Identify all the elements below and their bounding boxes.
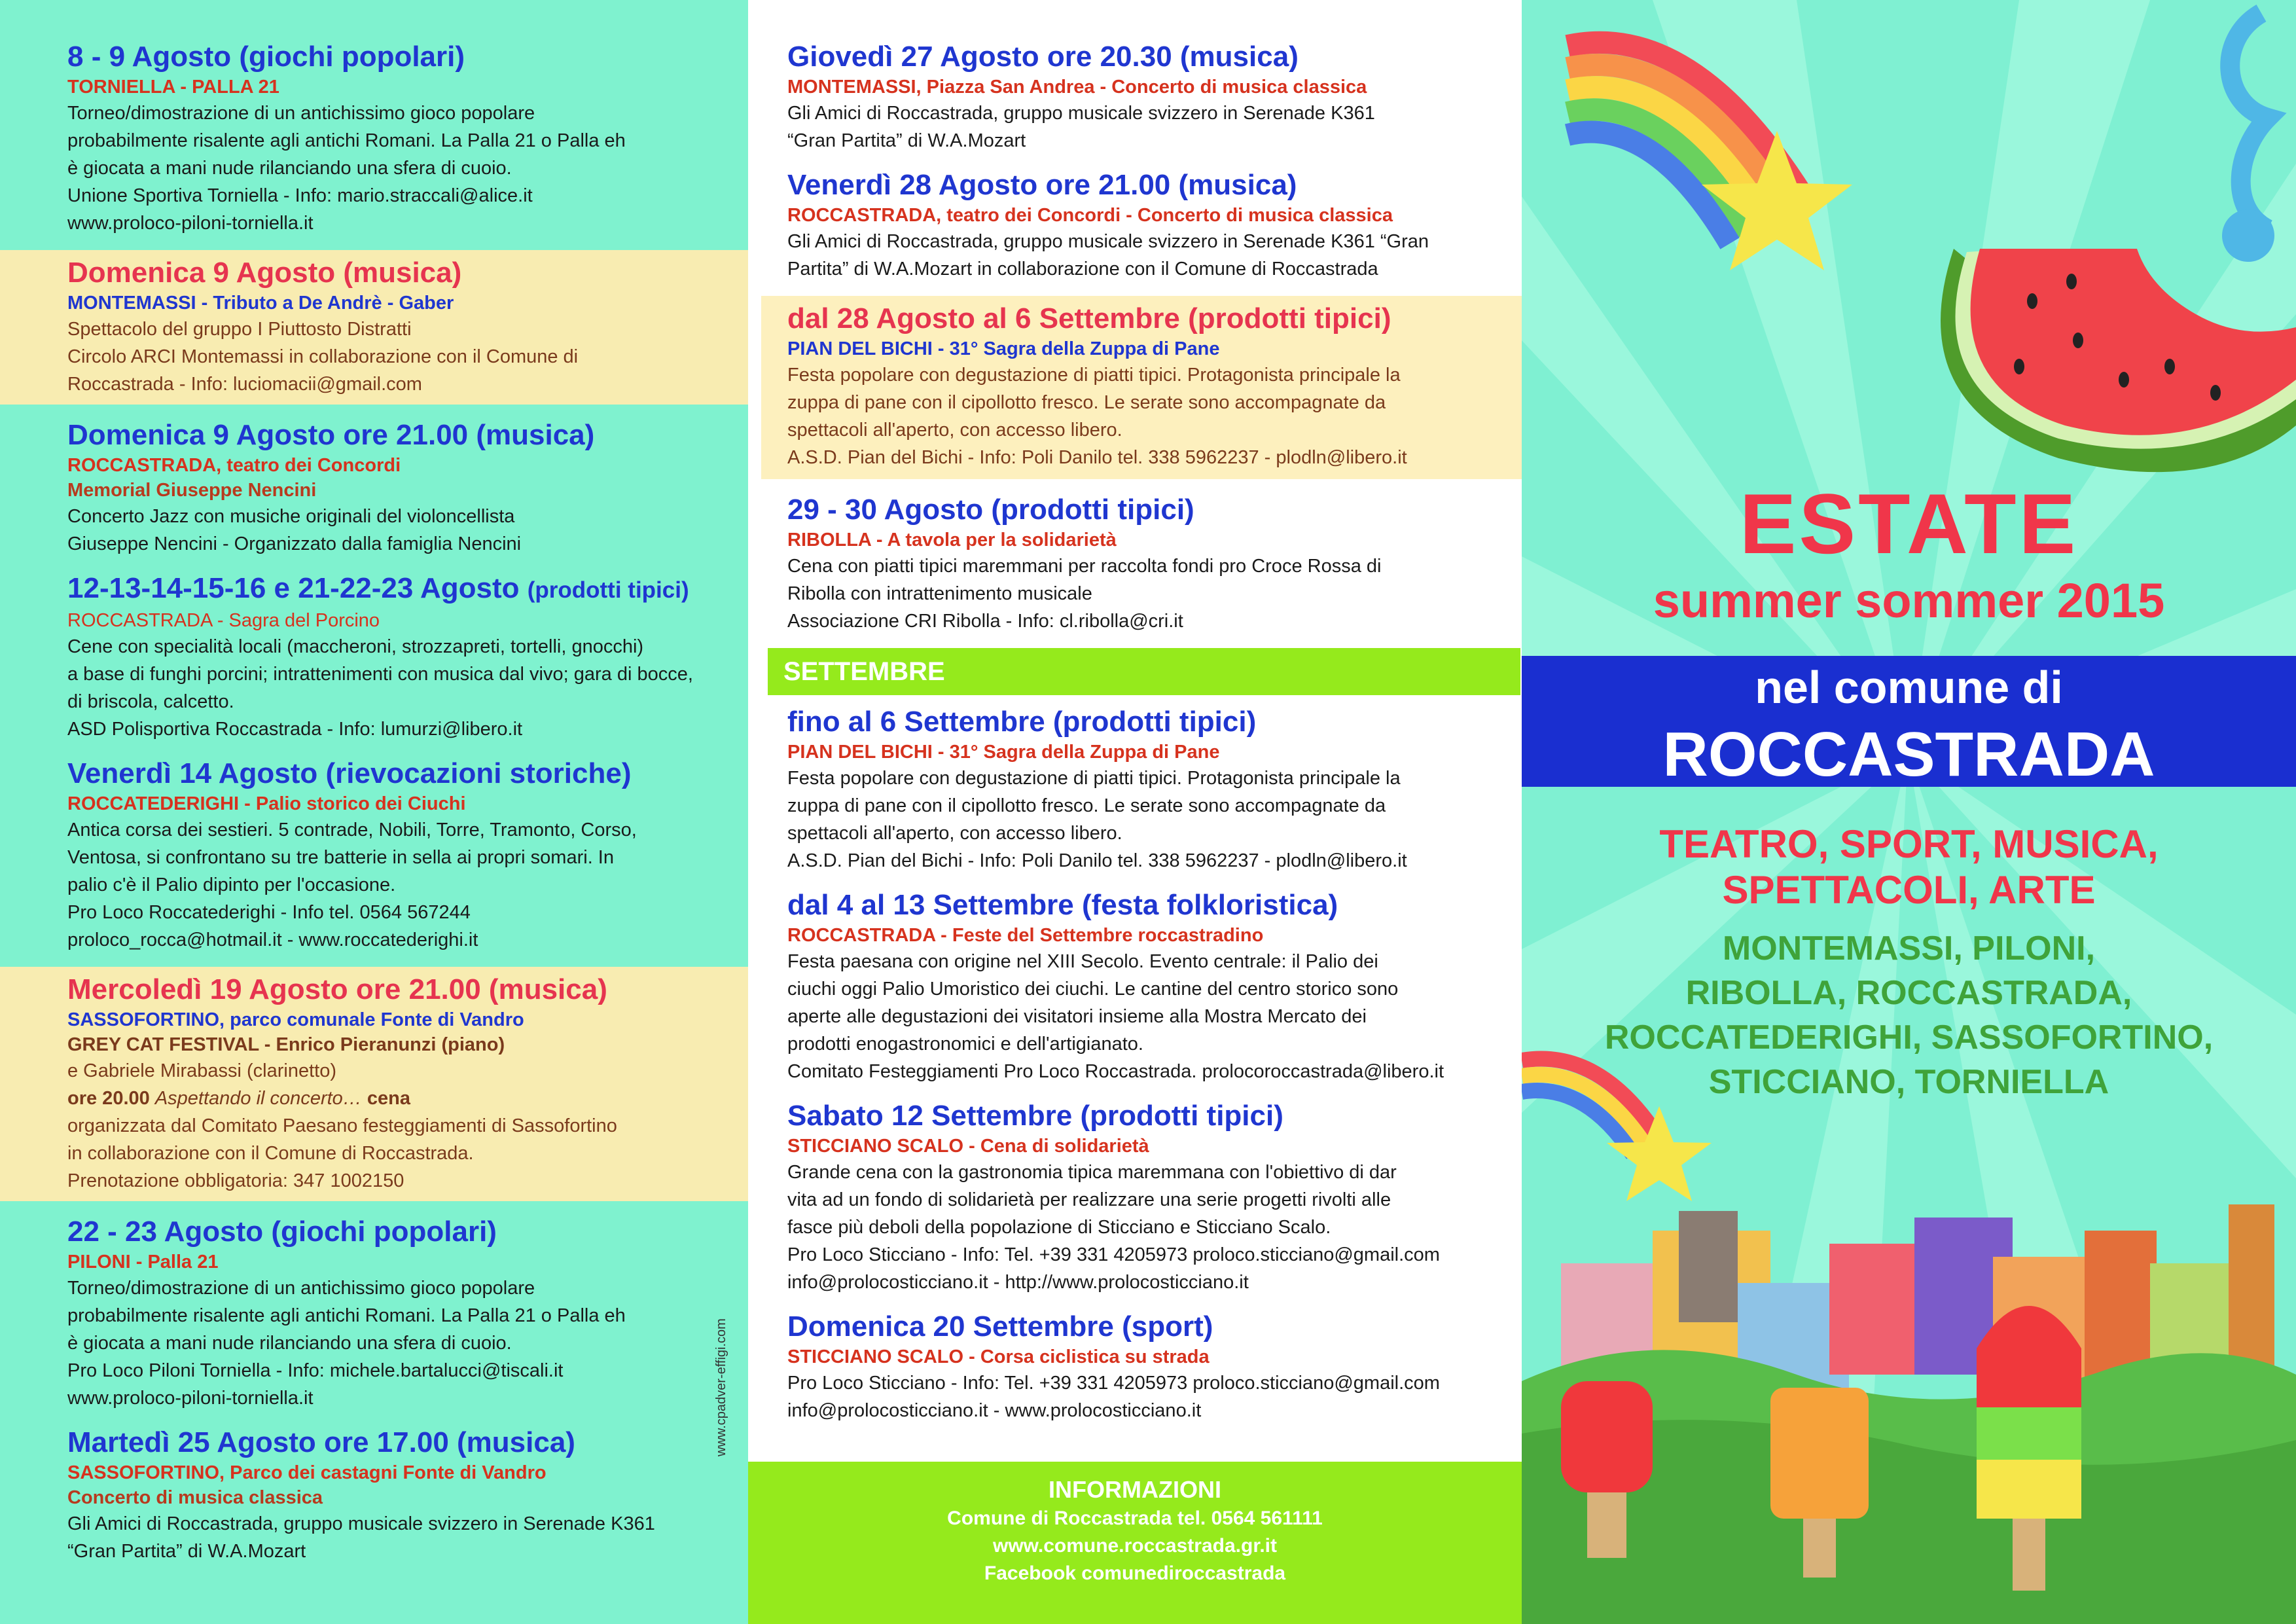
info-facebook: Facebook comunediroccastrada	[984, 1562, 1286, 1584]
event-body: organizzata dal Comitato Paesano festeggiamenti di Sassofortino in collaborazione con il Comune di Roccastrada. Prenotazione obbligatoria: 347 1002150	[67, 1115, 617, 1191]
event-concerto-sassofortino	[67, 1425, 728, 1565]
event-subtitle: TORNIELLA - PALLA 21	[67, 77, 279, 98]
event-subtitle: MONTEMASSI, Piazza San Andrea - Concerto di musica classica	[787, 77, 1367, 98]
event-roccastrada-mozart	[787, 168, 1501, 283]
august-events-column	[67, 39, 728, 1578]
event-subtitle-2: Concerto di musica classica	[67, 1487, 323, 1508]
credit-vertical	[699, 1290, 738, 1460]
cover-band-line1: nel comune di	[1755, 662, 2063, 713]
event-subtitle: ROCCASTRADA - Sagra del Porcino	[67, 610, 380, 631]
cover-towns-line4: STICCIANO, TORNIELLA	[1708, 1063, 2109, 1101]
event-title-dates: 12-13-14-15-16 e 21-22-23 Agosto	[67, 572, 520, 604]
event-title: 8 - 9 Agosto (giochi popolari)	[67, 41, 465, 73]
event-title: 29 - 30 Agosto (prodotti tipici)	[787, 494, 1194, 526]
info-box	[748, 1462, 1522, 1624]
event-zuppa-di-pane-agosto	[761, 296, 1527, 479]
event-subtitle: PIAN DEL BICHI - 31° Sagra della Zuppa di Pane	[787, 742, 1220, 763]
cover-title-estate: ESTATE	[1739, 476, 2079, 571]
event-body: Gli Amici di Roccastrada, gruppo musicale svizzero in Serenade K361 “Gran Partita” di W.A.Mozart in collaborazione con il Comune di Roccastrada	[787, 231, 1429, 280]
cover-towns-line3: ROCCATEDERIGHI, SASSOFORTINO,	[1604, 1019, 2214, 1056]
cover-band	[1522, 656, 2296, 787]
event-zuppa-di-pane-settembre	[787, 704, 1501, 875]
middle-panel	[748, 0, 1522, 1624]
event-body: Concerto Jazz con musiche originali del violoncellista Giuseppe Nencini - Organizzato dalla famiglia Nencini	[67, 506, 522, 554]
event-body: Antica corsa dei sestieri. 5 contrade, Nobili, Torre, Tramonto, Corso, Ventosa, si confrontano su tre batterie in sella ai propri somari. In palio c'è il Palio dipinto per l'occasione. Pro Loco Roccatederighi - Info tel. 0564 567244 proloco_rocca@hotmail.it - www.roccatederighi.it	[67, 820, 637, 950]
cover-subtitle-year: summer sommer 2015	[1653, 573, 2165, 628]
info-phone: Comune di Roccastrada tel. 0564 561111	[947, 1507, 1323, 1529]
event-title: dal 28 Agosto al 6 Settembre (prodotti tipici)	[787, 302, 1391, 334]
event-palio-ciuchi	[67, 756, 728, 954]
event-italic: Aspettando il concerto…	[154, 1088, 362, 1109]
event-body: Festa popolare con degustazione di piatti tipici. Protagonista principale la zuppa di pane con il cipollotto fresco. Le serate sono accompagnate da spettacoli all'aperto, con accesso libero. A.S.D. Pian del Bichi - Info: Poli Danilo tel. 338 5962237 - plodln@libero.it	[787, 365, 1407, 468]
event-palla21-torniella	[67, 39, 728, 237]
event-body: Torneo/dimostrazione di un antichissimo gioco popolare probabilmente risalente agli antichi Romani. La Palla 21 o Palla eh è giocata a mani nude rilanciando una sfera di cuoio. Unione Sportiva Torniella - Info: mario.straccali@alice.it www.proloco-piloni-torniella.it	[67, 103, 626, 234]
event-body: Festa popolare con degustazione di piatti tipici. Protagonista principale la zuppa di pane con il cipollotto fresco. Le serate sono accompagnate da spettacoli all'aperto, con accesso libero. A.S.D. Pian del Bichi - Info: Poli Danilo tel. 338 5962237 - plodln@libero.it	[787, 768, 1407, 871]
event-line-2: e Gabriele Mirabassi (clarinetto)	[67, 1060, 336, 1081]
event-title: dal 4 al 13 Settembre (festa folkloristica)	[787, 889, 1338, 921]
event-subtitle: MONTEMASSI - Tributo a De Andrè - Gaber	[67, 293, 454, 314]
info-title: INFORMAZIONI	[1049, 1476, 1221, 1503]
event-body: Gli Amici di Roccastrada, gruppo musicale svizzero in Serenade K361 “Gran Partita” di W.A.Mozart	[787, 103, 1375, 151]
cover-panel	[1522, 0, 2296, 1624]
event-corsa-ciclistica	[787, 1309, 1501, 1424]
event-cena: cena	[367, 1088, 410, 1109]
event-ribolla-solidarieta	[787, 492, 1501, 635]
late-august-september-column	[783, 39, 1501, 1437]
event-subtitle: STICCIANO SCALO - Cena di solidarietà	[787, 1136, 1149, 1157]
event-body: Gli Amici di Roccastrada, gruppo musicale svizzero in Serenade K361 “Gran Partita” di W.A.Mozart	[67, 1513, 655, 1562]
cover-towns-line1: MONTEMASSI, PILONI,	[1722, 929, 2096, 967]
event-montemassi-mozart	[787, 39, 1501, 154]
event-line-3	[67, 1085, 728, 1112]
cover-band-town: ROCCASTRADA	[1662, 719, 2155, 789]
event-title: Mercoledì 19 Agosto ore 21.00 (musica)	[67, 973, 607, 1005]
event-subtitle: RIBOLLA - A tavola per la solidarietà	[787, 530, 1117, 550]
event-subtitle-2: Memorial Giuseppe Nencini	[67, 480, 317, 501]
music-note-icon	[2222, 13, 2274, 262]
event-title	[67, 571, 728, 608]
event-subtitle: ROCCASTRADA - Feste del Settembre roccastradino	[787, 925, 1264, 946]
event-title: fino al 6 Settembre (prodotti tipici)	[787, 706, 1257, 738]
event-subtitle-2: GREY CAT FESTIVAL - Enrico Pieranunzi (piano)	[67, 1034, 505, 1055]
event-subtitle: PIAN DEL BICHI - 31° Sagra della Zuppa di Pane	[787, 338, 1220, 359]
event-cena-solidarieta	[787, 1098, 1501, 1296]
event-body: Cena con piatti tipici maremmani per raccolta fondi pro Croce Rossa di Ribolla con intrattenimento musicale Associazione CRI Ribolla - Info: cl.ribolla@cri.it	[787, 556, 1382, 632]
section-header-settembre: SETTEMBRE	[768, 648, 1520, 695]
event-body: Grande cena con la gastronomia tipica maremmana con l'obiettivo di dar vita ad un fondo di solidarietà per realizzare una serie progetti rivolti alle fasce più deboli della popolazione di Sticciano e Sticciano Scalo. Pro Loco Sticciano - Info: Tel. +39 331 4205973 proloco.sticciano@gmail.com info@prolocosticciano.it - http://www.prolocosticciano.it	[787, 1162, 1440, 1293]
info-website: www.comune.roccastrada.gr.it	[992, 1535, 1278, 1557]
cover-towns	[1522, 926, 2296, 1104]
event-subtitle: STICCIANO SCALO - Corsa ciclistica su strada	[787, 1346, 1210, 1367]
event-tributo-deandre	[0, 250, 755, 405]
event-sagra-porcino	[67, 571, 728, 743]
event-palla21-piloni	[67, 1214, 728, 1412]
event-title: Martedì 25 Agosto ore 17.00 (musica)	[67, 1426, 575, 1458]
event-subtitle: ROCCASTRADA, teatro dei Concordi	[67, 455, 401, 476]
event-title-category: (prodotti tipici)	[527, 577, 689, 603]
cover-activities	[1522, 821, 2296, 913]
cover-illustration	[1522, 0, 2296, 1624]
credit-text: www.cpadver-effigi.com	[714, 1318, 728, 1456]
cover-towns-line2: RIBOLLA, ROCCASTRADA,	[1685, 974, 2132, 1012]
event-body: Festa paesana con origine nel XIII Secolo. Evento centrale: il Palio dei ciuchi oggi Palio Umoristico dei ciuchi. Le cantine del centro storico sono aperte alle degustazioni dei visitatori insieme alla Mostra Mercato dei prodotti enogastronomici e dell'artigianato. Comitato Festeggiamenti Pro Loco Roccastrada. prolocoroccastrada@libero.it	[787, 951, 1444, 1082]
cover-activities-line2: SPETTACOLI, ARTE	[1722, 868, 2096, 912]
event-title: Venerdì 14 Agosto (rievocazioni storiche)	[67, 757, 632, 789]
event-subtitle: SASSOFORTINO, parco comunale Fonte di Vandro	[67, 1009, 524, 1030]
event-title: Domenica 9 Agosto (musica)	[67, 257, 462, 289]
event-subtitle: ROCCATEDERIGHI - Palio storico dei Ciuchi	[67, 793, 466, 814]
event-subtitle: SASSOFORTINO, Parco dei castagni Fonte di Vandro	[67, 1462, 547, 1483]
event-body: Cene con specialità locali (maccheroni, strozzapreti, tortelli, gnocchi) a base di funghi porcini; intrattenimenti con musica dal vivo; gara di bocce, di briscola, calcetto. ASD Polisportiva Roccastrada - Info: lumurzi@libero.it	[67, 636, 693, 740]
event-title: Venerdì 28 Agosto ore 21.00 (musica)	[787, 169, 1297, 201]
event-title: Domenica 9 Agosto ore 21.00 (musica)	[67, 419, 595, 451]
event-time: ore 20.00	[67, 1088, 150, 1109]
left-panel	[0, 0, 748, 1624]
event-body: Torneo/dimostrazione di un antichissimo gioco popolare probabilmente risalente agli antichi Romani. La Palla 21 o Palla eh è giocata a mani nude rilanciando una sfera di cuoio. Pro Loco Piloni Torniella - Info: michele.bartalucci@tiscali.it www.proloco-piloni-torniella.it	[67, 1278, 626, 1409]
event-body: Pro Loco Sticciano - Info: Tel. +39 331 4205973 proloco.sticciano@gmail.com info@prolocosticciano.it - www.prolocosticciano.it	[787, 1373, 1440, 1421]
event-title: Domenica 20 Settembre (sport)	[787, 1310, 1213, 1343]
event-title: Sabato 12 Settembre (prodotti tipici)	[787, 1100, 1283, 1132]
event-body: Spettacolo del gruppo I Piuttosto Distratti Circolo ARCI Montemassi in collaborazione con il Comune di Roccastrada - Info: luciomacii@gmail.com	[67, 319, 579, 395]
event-memorial-nencini	[67, 418, 728, 558]
event-feste-settembre	[787, 888, 1501, 1085]
event-title: Giovedì 27 Agosto ore 20.30 (musica)	[787, 41, 1299, 73]
event-subtitle: PILONI - Palla 21	[67, 1252, 219, 1272]
cover-activities-line1: TEATRO, SPORT, MUSICA,	[1659, 822, 2159, 866]
event-subtitle: ROCCASTRADA, teatro dei Concordi - Concerto di musica classica	[787, 205, 1393, 226]
event-title: 22 - 23 Agosto (giochi popolari)	[67, 1216, 497, 1248]
event-grey-cat-festival	[0, 967, 755, 1201]
